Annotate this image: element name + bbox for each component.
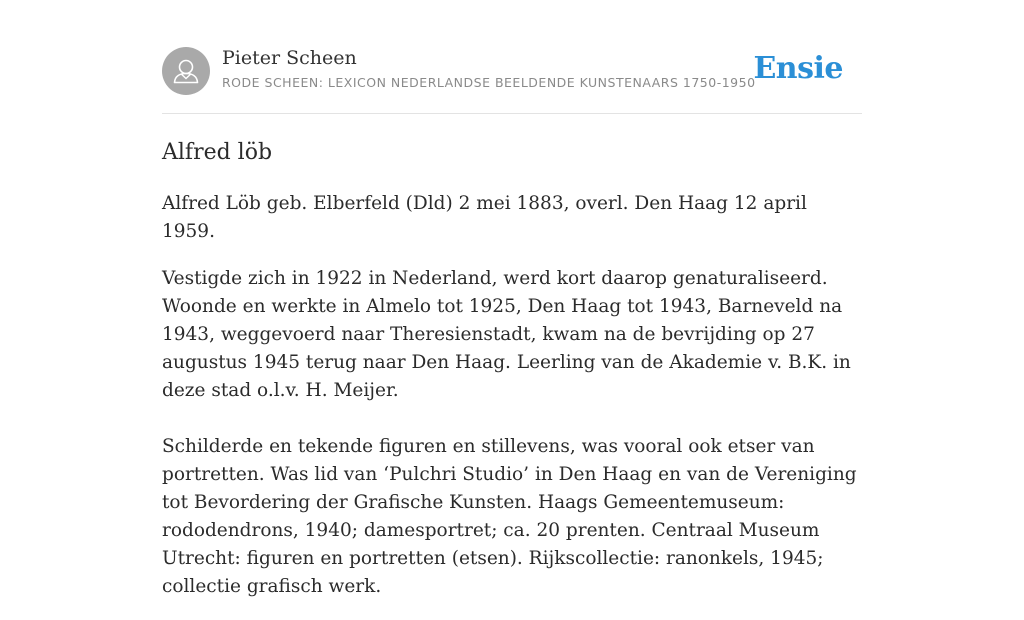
user-icon	[162, 47, 210, 95]
article-paragraph-biography: Vestigde zich in 1922 in Nederland, werd kort daarop genaturaliseerd. Woonde en werkte in Almelo tot 1925, Den Haag tot 1943, Barneveld na 1943, weggevoerd naar Theresienstadt, kwam na de bevrijding op 27 augustus 1945 terug naar Den Haag. Leerling van de Akademie v. B.K. in deze stad o.l.v. H. Meijer.	[162, 268, 851, 401]
article-title: Alfred löb	[162, 140, 273, 165]
article-header	[162, 0, 862, 114]
author-avatar[interactable]	[162, 47, 210, 95]
source-title[interactable]: RODE SCHEEN: LEXICON NEDERLANDSE BEELDENDE KUNSTENAARS 1750-1950	[222, 75, 756, 90]
author-name[interactable]: Pieter Scheen	[222, 47, 357, 69]
brand-logo[interactable]: Ensie	[753, 51, 843, 86]
article-paragraph-birth: Alfred Löb geb. Elberfeld (Dld) 2 mei 1883, overl. Den Haag 12 april 1959.	[162, 193, 807, 242]
article-paragraph-works: Schilderde en tekende figuren en stillevens, was vooral ook etser van portretten. Was lid van ‘Pulchri Studio’ in Den Haag en van de Vereniging tot Bevordering der Grafische Kunsten. Haags Gemeentemuseum: rododendrons, 1940; damesportret; ca. 20 prenten. Centraal Museum Utrecht: figuren en portretten (etsen). Rijkscollectie: ranonkels, 1945; collectie grafisch werk.	[162, 436, 857, 597]
page-container	[162, 0, 862, 597]
article-body	[162, 190, 862, 620]
